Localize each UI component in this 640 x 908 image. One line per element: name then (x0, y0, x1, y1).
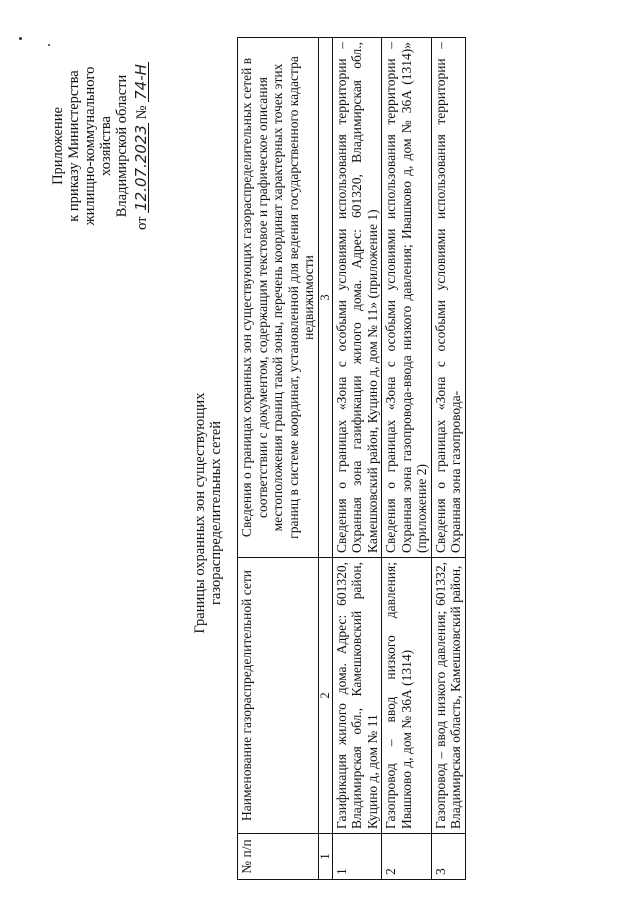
appendix-region: Владимирской области (114, 74, 130, 218)
row-number: 3 (431, 834, 465, 880)
zone-info: Сведения о границах «Зона с особыми условиями использования территории – Охранная зона газопровода- (431, 38, 465, 558)
appendix-date-line (134, 46, 150, 246)
order-number: 74-Н (132, 64, 150, 100)
appendix-order-ref: к приказу Министерства (66, 70, 82, 222)
table-row (332, 38, 382, 880)
row-number: 2 (382, 834, 432, 880)
row-number: 1 (332, 834, 382, 880)
title-line-1: Границы охранных зон существующих (192, 392, 208, 634)
number-prefix: № (134, 105, 150, 120)
network-name: Газопровод – ввод низкого давления; 601332, Владимирская область, Камешковский район, (431, 558, 465, 834)
zone-info: Сведения о границах «Зона с особыми условиями использования территории – Охранная зона газопровода-ввода низкого давления; Ивашково д, дом № 36А (1314)» (приложение 2) (382, 38, 432, 558)
appendix-block (50, 46, 150, 246)
document-title (192, 338, 224, 688)
network-name: Газификация жилого дома. Адрес: 601320, Владимирская обл., Камешковский район, Куцино д, дом № 11 (332, 558, 382, 834)
header-name: Наименование газораспределительной сети (238, 558, 319, 834)
column-number: 2 (318, 558, 332, 834)
header-info: Сведения о границах охранных зон существующих газораспределительных сетей в соответствии с документом, содержащим текстовое и графическое описания местоположения границ такой зоны, перечень координат характерных точек этих границ в системе координат, установленной для ведения государственного кадастра недвижимости (238, 38, 319, 558)
table-row (431, 38, 465, 880)
zone-info: Сведения о границах «Зона с особыми условиями использования территории – Охранная зона газификации жилого дома. Адрес: 601320, Владимирская обл., Камешковский район, Куцино д, дом № 11» (приложение 1) (332, 38, 382, 558)
order-date: 12.07.2023 (132, 124, 150, 211)
header-num: № п/п (238, 834, 319, 880)
table-row (382, 38, 432, 880)
appendix-ministry: жилищно-коммунального хозяйства (82, 66, 114, 226)
column-number: 3 (318, 38, 332, 558)
zones-table (237, 37, 466, 880)
column-number: 1 (318, 834, 332, 880)
date-prefix: от (134, 216, 150, 230)
table-header-row (238, 38, 319, 880)
appendix-title: Приложение (50, 107, 66, 185)
network-name: Газопровод – ввод низкого давления; Ивашково д, дом № 36А (1314) (382, 558, 432, 834)
column-number-row (318, 38, 332, 880)
title-line-2: газораспределительных сетей (208, 420, 224, 606)
